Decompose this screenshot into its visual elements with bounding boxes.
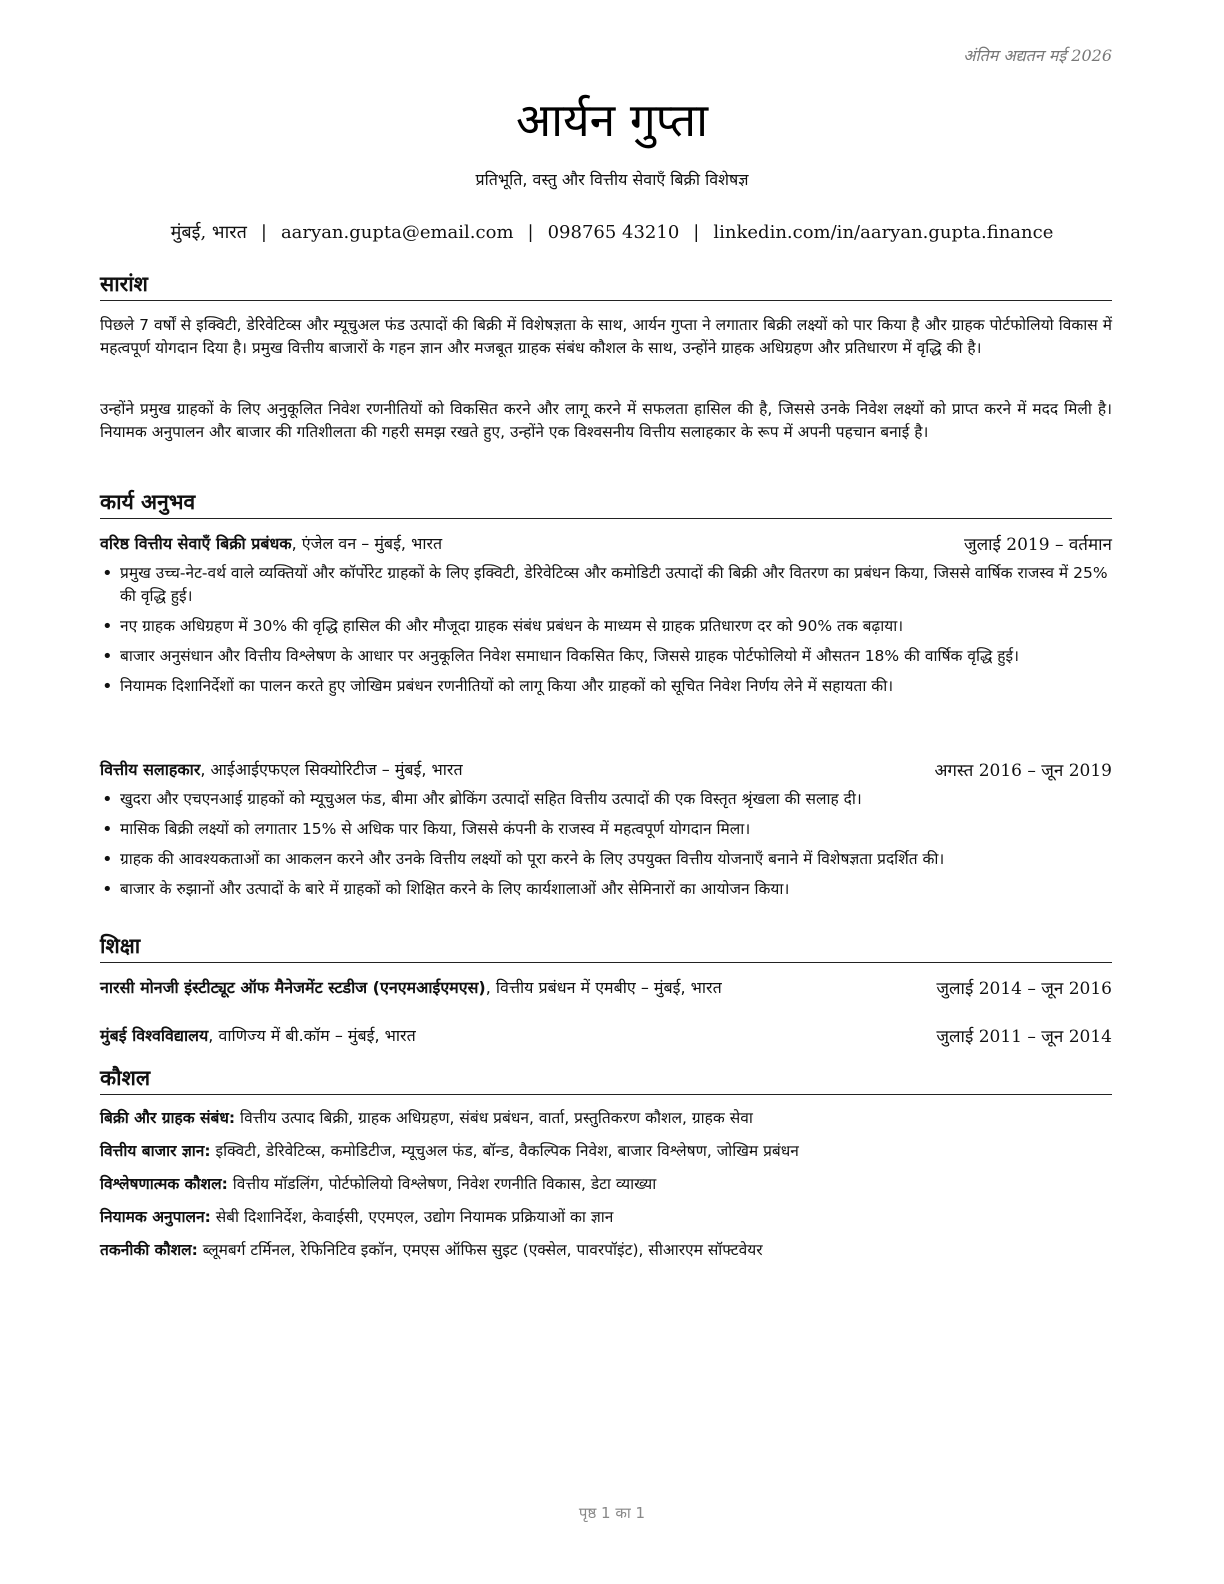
last-updated: अंतिम अद्यतन मई 2026 — [963, 46, 1112, 65]
education-dates: जुलाई 2011 – जून 2014 — [936, 1027, 1112, 1047]
list-item: • नियामक दिशानिर्देशों का पालन करते हुए जोखिम प्रबंधन रणनीतियों को लागू किया और ग्राहकों को सूचित निवेश निर्णय लेने में सहायता की। — [100, 675, 1112, 698]
job-bullets — [100, 562, 1112, 705]
education-degree: , वाणिज्य में बी.कॉम – मुंबई, भारत — [208, 1026, 416, 1045]
skills-list — [100, 1102, 1112, 1267]
skill-row — [100, 1168, 1112, 1201]
list-item: • प्रमुख उच्च-नेट-वर्थ वाले व्यक्तियों और कॉर्पोरेट ग्राहकों के लिए इक्विटी, डेरिवेटिव्स और कमोडिटी उत्पादों की बिक्री और वितरण का प्रबंधन किया, जिससे वार्षिक राजस्व में 25% की वृद्धि हुई। — [100, 562, 1112, 608]
list-item: • ग्राहक की आवश्यकताओं का आकलन करने और उनके वित्तीय लक्ष्यों को पूरा करने के लिए उपयुक्त वित्तीय योजनाएँ बनाने में विशेषज्ञता प्रदर्शित की। — [100, 848, 1112, 871]
job-org: , एंजेल वन – मुंबई, भारत — [291, 534, 443, 553]
skill-label: बिक्री और ग्राहक संबंध: — [100, 1109, 236, 1127]
page-number: पृष्ठ 1 का 1 — [578, 1504, 646, 1522]
summary-paragraph: उन्होंने प्रमुख ग्राहकों के लिए अनुकूलित निवेश रणनीतियों को विकसित करने और लागू करने में सफलता हासिल की है, जिससे उनके निवेश लक्ष्यों को प्राप्त करने में मदद मिली है। नियामक अनुपालन और बाजार की गतिशीलता की गहरी समझ रखते हुए, उन्होंने एक विश्वसनीय वित्तीय सलाहकार के रूप में अपनी पहचान बनाई है। — [100, 400, 1112, 441]
contact-line — [0, 220, 1224, 244]
list-item: • बाजार के रुझानों और उत्पादों के बारे में ग्राहकों को शिक्षित करने के लिए कार्यशालाओं और सेमिनारों का आयोजन किया। — [100, 878, 1112, 901]
skill-value: वित्तीय उत्पाद बिक्री, ग्राहक अधिग्रहण, संबंध प्रबंधन, वार्ता, प्रस्तुतिकरण कौशल, ग्राहक सेवा — [235, 1109, 753, 1127]
job-title: वरिष्ठ वित्तीय सेवाएँ बिक्री प्रबंधक — [100, 534, 292, 553]
skill-value: वित्तीय मॉडलिंग, पोर्टफोलियो विश्लेषण, निवेश रणनीति विकास, डेटा व्याख्या — [227, 1175, 657, 1193]
job-dates: जुलाई 2019 – वर्तमान — [963, 535, 1112, 555]
candidate-tagline: प्रतिभूति, वस्तु और वित्तीय सेवाएँ बिक्री विशेषज्ञ — [475, 170, 749, 189]
skills-heading: कौशल — [100, 1064, 1112, 1095]
contact-email[interactable]: aaryan.gupta@email.com — [280, 222, 514, 243]
contact-phone: 098765 43210 — [547, 222, 680, 243]
contact-location: मुंबई, भारत — [170, 222, 247, 243]
education-item — [100, 1024, 1112, 1048]
contact-linkedin[interactable]: linkedin.com/in/aaryan.gupta.finance — [713, 222, 1054, 243]
contact-separator: | — [527, 222, 534, 243]
list-item: • मासिक बिक्री लक्ष्यों को लगातार 15% से अधिक पार किया, जिससे कंपनी के राजस्व में महत्वपूर्ण योगदान मिला। — [100, 818, 1112, 841]
job-title: वित्तीय सलाहकार — [100, 760, 201, 779]
skill-label: तकनीकी कौशल: — [100, 1241, 198, 1259]
skill-row — [100, 1135, 1112, 1168]
skill-value: ब्लूमबर्ग टर्मिनल, रेफिनिटिव इकॉन, एमएस ऑफिस सुइट (एक्सेल, पावरपॉइंट), सीआरएम सॉफ्टवेयर — [197, 1241, 763, 1259]
skill-row — [100, 1102, 1112, 1135]
list-item: • बाजार अनुसंधान और वित्तीय विश्लेषण के आधार पर अनुकूलित निवेश समाधान विकसित किए, जिससे ग्राहक पोर्टफोलियो में औसतन 18% की वार्षिक वृद्धि हुई। — [100, 645, 1112, 668]
skill-label: विश्लेषणात्मक कौशल: — [100, 1175, 228, 1193]
contact-separator: | — [693, 222, 700, 243]
list-item: • खुदरा और एचएनआई ग्राहकों को म्यूचुअल फंड, बीमा और ब्रोकिंग उत्पादों सहित वित्तीय उत्पादों की एक विस्तृत श्रृंखला की सलाह दी। — [100, 788, 1112, 811]
job-org: , आईआईएफएल सिक्योरिटीज – मुंबई, भारत — [200, 760, 463, 779]
summary-heading: सारांश — [100, 270, 1112, 301]
contact-separator: | — [260, 222, 267, 243]
skill-value: इक्विटी, डेरिवेटिव्स, कमोडिटीज, म्यूचुअल फंड, बॉन्ड, वैकल्पिक निवेश, बाजार विश्लेषण, जोखिम प्रबंधन — [210, 1142, 799, 1160]
job-bullets — [100, 788, 1112, 908]
candidate-name: आर्यन गुप्ता — [515, 93, 709, 147]
education-dates: जुलाई 2014 – जून 2016 — [936, 979, 1112, 999]
skill-row — [100, 1234, 1112, 1267]
list-item: • नए ग्राहक अधिग्रहण में 30% की वृद्धि हासिल की और मौजूदा ग्राहक संबंध प्रबंधन के माध्यम से ग्राहक प्रतिधारण दर को 90% तक बढ़ाया। — [100, 615, 1112, 638]
job-header — [100, 532, 1112, 556]
summary-paragraph: पिछले 7 वर्षों से इक्विटी, डेरिवेटिव्स और म्यूचुअल फंड उत्पादों की बिक्री में विशेषज्ञता के साथ, आर्यन गुप्ता ने लगातार बिक्री लक्ष्यों को पार किया है और ग्राहक पोर्टफोलियो विकास में महत्वपूर्ण योगदान दिया है। प्रमुख वित्तीय बाजारों के गहन ज्ञान और मजबूत ग्राहक संबंध कौशल के साथ, उन्होंने ग्राहक अधिग्रहण और प्रतिधारण में वृद्धि की है। — [100, 316, 1112, 357]
experience-heading: कार्य अनुभव — [100, 488, 1112, 519]
job-header — [100, 758, 1112, 782]
education-degree: , वित्तीय प्रबंधन में एमबीए – मुंबई, भारत — [485, 978, 722, 997]
skill-label: नियामक अनुपालन: — [100, 1208, 211, 1226]
education-heading: शिक्षा — [100, 932, 1112, 963]
education-institution: नारसी मोनजी इंस्टीट्यूट ऑफ मैनेजमेंट स्टडीज (एनएमआईएमएस) — [100, 978, 486, 997]
education-item — [100, 976, 1112, 1000]
job-dates: अगस्त 2016 – जून 2019 — [934, 761, 1112, 781]
skill-value: सेबी दिशानिर्देश, केवाईसी, एएमएल, उद्योग नियामक प्रक्रियाओं का ज्ञान — [210, 1208, 614, 1226]
skill-label: वित्तीय बाजार ज्ञान: — [100, 1142, 211, 1160]
education-institution: मुंबई विश्वविद्यालय — [100, 1026, 209, 1045]
skill-row — [100, 1201, 1112, 1234]
